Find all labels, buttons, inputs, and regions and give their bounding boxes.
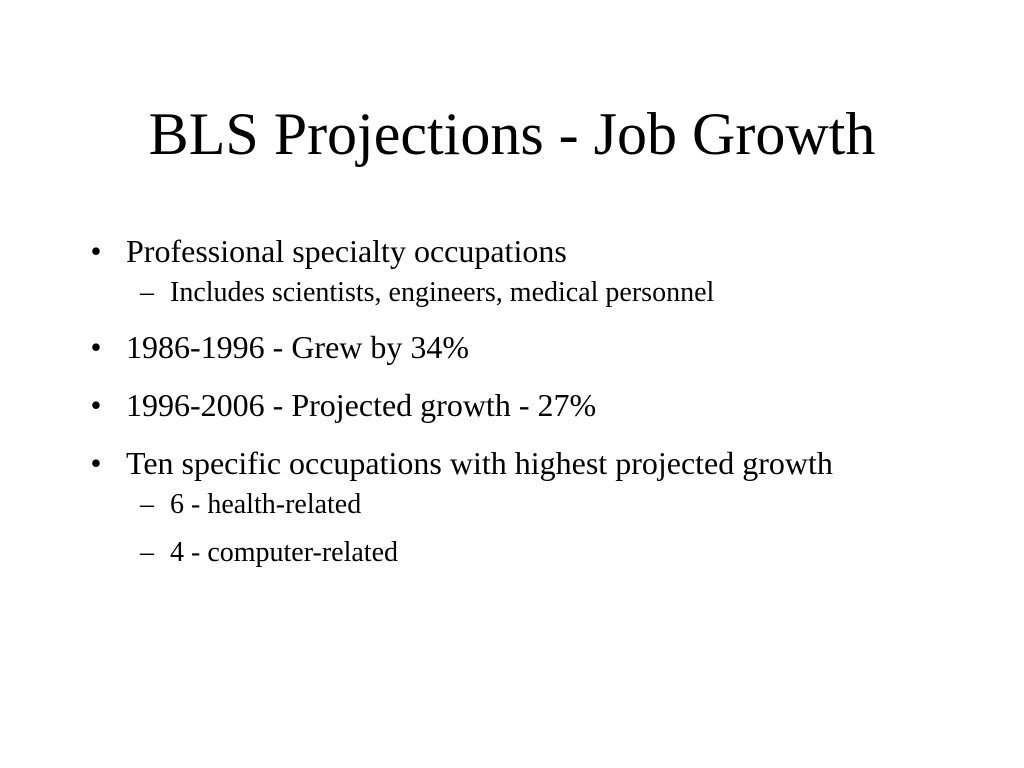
bullet-item-1996-2006 — [84, 382, 944, 428]
bullet-dot-icon: • — [90, 329, 102, 365]
bullet-item-1986-1996 — [84, 324, 944, 370]
sub-bullet-text: 4 - computer-related — [170, 537, 398, 568]
sub-bullet-item — [126, 536, 944, 570]
dash-icon: – — [140, 277, 154, 308]
bullet-text: 1986-1996 - Grew by 34% — [126, 329, 470, 365]
slide-title: BLS Projections - Job Growth — [148, 101, 876, 167]
sub-bullet-text: 6 - health-related — [170, 489, 362, 520]
sub-bullet-item — [126, 276, 944, 310]
bullet-text: Professional specialty occupations — [126, 233, 567, 269]
bullet-dot-icon: • — [90, 233, 102, 269]
sub-bullet-text: Includes scientists, engineers, medical personnel — [170, 277, 715, 308]
bullet-text: 1996-2006 - Projected growth - 27% — [126, 387, 597, 423]
dash-icon: – — [140, 489, 154, 520]
sub-bullet-item — [126, 488, 944, 522]
bullet-text: Ten specific occupations with highest projected growth — [126, 445, 833, 481]
bullet-dot-icon: • — [90, 445, 102, 481]
bullet-list — [84, 228, 944, 584]
sub-bullet-list — [126, 276, 944, 310]
dash-icon: – — [140, 537, 154, 568]
bullet-dot-icon: • — [90, 387, 102, 423]
bullet-item-professional — [84, 228, 944, 310]
bullet-item-ten-occupations — [84, 440, 944, 570]
sub-bullet-list — [126, 488, 944, 570]
